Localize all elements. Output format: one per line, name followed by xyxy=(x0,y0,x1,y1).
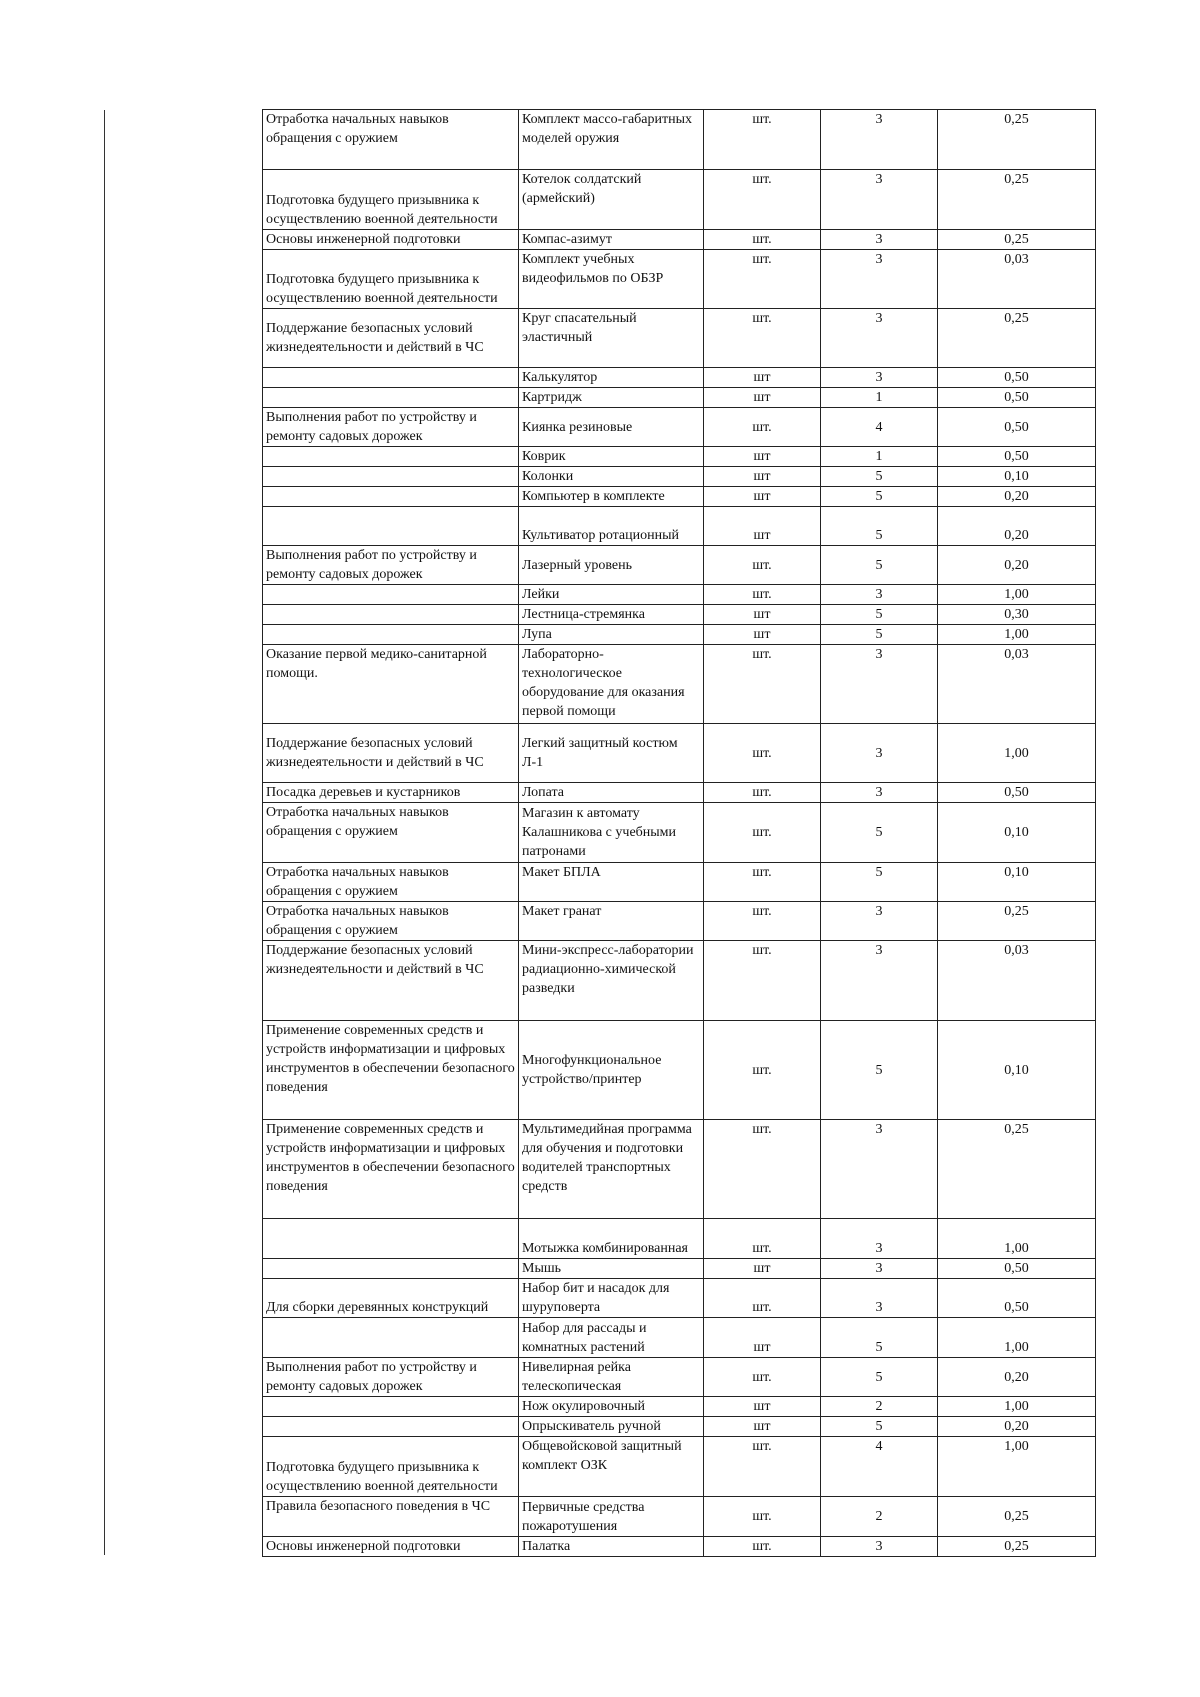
quantity-cell: 5 xyxy=(821,546,938,585)
topic-cell xyxy=(263,467,519,487)
item-cell: Лейки xyxy=(519,585,704,605)
table-row xyxy=(263,309,1096,368)
table-row xyxy=(263,941,1096,1021)
quantity-cell: 5 xyxy=(821,1358,938,1397)
unit-cell: шт. xyxy=(704,309,821,368)
norm-cell: 0,25 xyxy=(938,1497,1096,1537)
norm-cell: 1,00 xyxy=(938,625,1096,645)
item-cell: Макет БПЛА xyxy=(519,863,704,902)
table-row xyxy=(263,605,1096,625)
item-cell: Калькулятор xyxy=(519,368,704,388)
item-cell: Культиватор ротационный xyxy=(519,507,704,546)
table-row xyxy=(263,1397,1096,1417)
topic-cell xyxy=(263,447,519,467)
table-row xyxy=(263,1259,1096,1279)
item-cell: Палатка xyxy=(519,1537,704,1557)
unit-cell: шт. xyxy=(704,585,821,605)
norm-cell: 1,00 xyxy=(938,1437,1096,1497)
quantity-cell: 1 xyxy=(821,388,938,408)
unit-cell: шт. xyxy=(704,1537,821,1557)
norm-cell: 1,00 xyxy=(938,724,1096,783)
quantity-cell: 3 xyxy=(821,230,938,250)
unit-cell: шт. xyxy=(704,724,821,783)
equipment-table-body xyxy=(263,110,1096,1557)
norm-cell: 0,25 xyxy=(938,902,1096,941)
topic-cell: Поддержание безопасных условий жизнедеятельности и действий в ЧС xyxy=(263,309,519,368)
topic-cell: Отработка начальных навыков обращения с оружием xyxy=(263,902,519,941)
unit-cell: шт xyxy=(704,487,821,507)
topic-cell xyxy=(263,1259,519,1279)
item-cell: Нивелирная рейка телескопическая xyxy=(519,1358,704,1397)
item-cell: Мотыжка комбинированная xyxy=(519,1219,704,1259)
item-cell: Лопата xyxy=(519,783,704,803)
topic-cell: Применение современных средств и устройств информатизации и цифровых инструментов в обеспечении безопасного поведения xyxy=(263,1120,519,1219)
item-cell: Круг спасательный эластичный xyxy=(519,309,704,368)
table-row xyxy=(263,230,1096,250)
unit-cell: шт. xyxy=(704,863,821,902)
item-cell: Набор для рассады и комнатных растений xyxy=(519,1318,704,1358)
topic-cell xyxy=(263,1417,519,1437)
item-cell: Лазерный уровень xyxy=(519,546,704,585)
table-row xyxy=(263,1358,1096,1397)
topic-cell xyxy=(263,368,519,388)
item-cell: Лестница-стремянка xyxy=(519,605,704,625)
item-cell: Компьютер в комплекте xyxy=(519,487,704,507)
norm-cell: 0,50 xyxy=(938,447,1096,467)
table-row xyxy=(263,546,1096,585)
equipment-table xyxy=(262,109,1096,1557)
topic-cell xyxy=(263,605,519,625)
quantity-cell: 5 xyxy=(821,1318,938,1358)
topic-cell xyxy=(263,625,519,645)
norm-cell: 0,25 xyxy=(938,110,1096,170)
table-row xyxy=(263,507,1096,546)
quantity-cell: 3 xyxy=(821,1259,938,1279)
table-row xyxy=(263,783,1096,803)
norm-cell: 1,00 xyxy=(938,585,1096,605)
topic-cell: Поддержание безопасных условий жизнедеятельности и действий в ЧС xyxy=(263,941,519,1021)
topic-cell xyxy=(263,1318,519,1358)
unit-cell: шт. xyxy=(704,645,821,724)
quantity-cell: 3 xyxy=(821,902,938,941)
topic-cell: Выполнения работ по устройству и ремонту садовых дорожек xyxy=(263,408,519,447)
table-row xyxy=(263,1279,1096,1318)
unit-cell: шт. xyxy=(704,1437,821,1497)
table-row xyxy=(263,585,1096,605)
quantity-cell: 3 xyxy=(821,250,938,309)
table-row xyxy=(263,1318,1096,1358)
item-cell: Магазин к автомату Калашникова с учебными патронами xyxy=(519,803,704,863)
table-row xyxy=(263,863,1096,902)
table-row xyxy=(263,902,1096,941)
norm-cell: 0,20 xyxy=(938,1358,1096,1397)
norm-cell: 0,25 xyxy=(938,309,1096,368)
unit-cell: шт. xyxy=(704,783,821,803)
norm-cell: 0,25 xyxy=(938,1537,1096,1557)
item-cell: Легкий защитный костюм Л-1 xyxy=(519,724,704,783)
norm-cell: 0,25 xyxy=(938,170,1096,230)
item-cell: Многофункциональное устройство/принтер xyxy=(519,1021,704,1120)
topic-cell: Правила безопасного поведения в ЧС xyxy=(263,1497,519,1537)
table-row xyxy=(263,408,1096,447)
unit-cell: шт xyxy=(704,507,821,546)
left-margin-rule xyxy=(104,110,105,1555)
quantity-cell: 2 xyxy=(821,1397,938,1417)
unit-cell: шт. xyxy=(704,546,821,585)
item-cell: Набор бит и насадок для шуруповерта xyxy=(519,1279,704,1318)
quantity-cell: 5 xyxy=(821,487,938,507)
norm-cell: 0,20 xyxy=(938,507,1096,546)
quantity-cell: 5 xyxy=(821,863,938,902)
unit-cell: шт xyxy=(704,1397,821,1417)
topic-cell: Отработка начальных навыков обращения с оружием xyxy=(263,803,519,863)
topic-cell: Выполнения работ по устройству и ремонту садовых дорожек xyxy=(263,546,519,585)
norm-cell: 1,00 xyxy=(938,1397,1096,1417)
unit-cell: шт. xyxy=(704,1358,821,1397)
quantity-cell: 4 xyxy=(821,408,938,447)
unit-cell: шт. xyxy=(704,110,821,170)
unit-cell: шт. xyxy=(704,1279,821,1318)
norm-cell: 1,00 xyxy=(938,1219,1096,1259)
quantity-cell: 2 xyxy=(821,1497,938,1537)
topic-cell: Отработка начальных навыков обращения с оружием xyxy=(263,110,519,170)
unit-cell: шт. xyxy=(704,250,821,309)
topic-cell: Основы инженерной подготовки xyxy=(263,1537,519,1557)
table-row xyxy=(263,1120,1096,1219)
unit-cell: шт. xyxy=(704,941,821,1021)
quantity-cell: 3 xyxy=(821,1537,938,1557)
norm-cell: 0,50 xyxy=(938,1279,1096,1318)
topic-cell xyxy=(263,585,519,605)
topic-cell xyxy=(263,388,519,408)
quantity-cell: 3 xyxy=(821,110,938,170)
quantity-cell: 3 xyxy=(821,645,938,724)
unit-cell: шт. xyxy=(704,803,821,863)
norm-cell: 0,30 xyxy=(938,605,1096,625)
unit-cell: шт xyxy=(704,625,821,645)
topic-cell: Подготовка будущего призывника к осуществлению военной деятельности xyxy=(263,250,519,309)
item-cell: Картридж xyxy=(519,388,704,408)
quantity-cell: 3 xyxy=(821,1279,938,1318)
unit-cell: шт xyxy=(704,447,821,467)
norm-cell: 0,50 xyxy=(938,783,1096,803)
unit-cell: шт xyxy=(704,1417,821,1437)
table-row xyxy=(263,1219,1096,1259)
topic-cell xyxy=(263,487,519,507)
unit-cell: шт xyxy=(704,388,821,408)
item-cell: Первичные средства пожаротушения xyxy=(519,1497,704,1537)
topic-cell xyxy=(263,1219,519,1259)
norm-cell: 0,50 xyxy=(938,408,1096,447)
quantity-cell: 3 xyxy=(821,585,938,605)
norm-cell: 0,50 xyxy=(938,388,1096,408)
quantity-cell: 3 xyxy=(821,783,938,803)
quantity-cell: 3 xyxy=(821,724,938,783)
norm-cell: 0,03 xyxy=(938,250,1096,309)
item-cell: Мультимедийная программа для обучения и подготовки водителей транспортных средств xyxy=(519,1120,704,1219)
unit-cell: шт. xyxy=(704,1021,821,1120)
item-cell: Комплект учебных видеофильмов по ОБЗР xyxy=(519,250,704,309)
quantity-cell: 3 xyxy=(821,1120,938,1219)
topic-cell: Подготовка будущего призывника к осуществлению военной деятельности xyxy=(263,170,519,230)
table-row xyxy=(263,1497,1096,1537)
topic-cell: Применение современных средств и устройств информатизации и цифровых инструментов в обеспечении безопасного поведения xyxy=(263,1021,519,1120)
item-cell: Котелок солдатский (армейский) xyxy=(519,170,704,230)
norm-cell: 0,10 xyxy=(938,803,1096,863)
quantity-cell: 4 xyxy=(821,1437,938,1497)
table-row xyxy=(263,625,1096,645)
norm-cell: 0,10 xyxy=(938,863,1096,902)
item-cell: Коврик xyxy=(519,447,704,467)
unit-cell: шт. xyxy=(704,902,821,941)
table-row xyxy=(263,1537,1096,1557)
item-cell: Лабораторно-технологическое оборудование для оказания первой помощи xyxy=(519,645,704,724)
table-row xyxy=(263,645,1096,724)
unit-cell: шт. xyxy=(704,1497,821,1537)
item-cell: Опрыскиватель ручной xyxy=(519,1417,704,1437)
quantity-cell: 1 xyxy=(821,447,938,467)
quantity-cell: 3 xyxy=(821,309,938,368)
table-row xyxy=(263,1417,1096,1437)
topic-cell: Подготовка будущего призывника к осуществлению военной деятельности xyxy=(263,1437,519,1497)
quantity-cell: 5 xyxy=(821,1417,938,1437)
quantity-cell: 5 xyxy=(821,803,938,863)
topic-cell: Оказание первой медико-санитарной помощи. xyxy=(263,645,519,724)
topic-cell: Для сборки деревянных конструкций xyxy=(263,1279,519,1318)
unit-cell: шт xyxy=(704,368,821,388)
unit-cell: шт xyxy=(704,605,821,625)
norm-cell: 1,00 xyxy=(938,1318,1096,1358)
item-cell: Комплект массо-габаритных моделей оружия xyxy=(519,110,704,170)
item-cell: Макет гранат xyxy=(519,902,704,941)
item-cell: Лупа xyxy=(519,625,704,645)
quantity-cell: 3 xyxy=(821,368,938,388)
norm-cell: 0,50 xyxy=(938,368,1096,388)
quantity-cell: 5 xyxy=(821,507,938,546)
item-cell: Нож окулировочный xyxy=(519,1397,704,1417)
quantity-cell: 5 xyxy=(821,467,938,487)
norm-cell: 0,25 xyxy=(938,230,1096,250)
unit-cell: шт xyxy=(704,467,821,487)
quantity-cell: 3 xyxy=(821,1219,938,1259)
unit-cell: шт. xyxy=(704,170,821,230)
norm-cell: 0,03 xyxy=(938,645,1096,724)
table-row xyxy=(263,447,1096,467)
norm-cell: 0,20 xyxy=(938,546,1096,585)
topic-cell: Отработка начальных навыков обращения с оружием xyxy=(263,863,519,902)
unit-cell: шт. xyxy=(704,408,821,447)
quantity-cell: 5 xyxy=(821,605,938,625)
quantity-cell: 5 xyxy=(821,625,938,645)
topic-cell xyxy=(263,507,519,546)
item-cell: Мышь xyxy=(519,1259,704,1279)
norm-cell: 0,20 xyxy=(938,1417,1096,1437)
topic-cell: Посадка деревьев и кустарников xyxy=(263,783,519,803)
quantity-cell: 5 xyxy=(821,1021,938,1120)
norm-cell: 0,03 xyxy=(938,941,1096,1021)
topic-cell: Выполнения работ по устройству и ремонту садовых дорожек xyxy=(263,1358,519,1397)
table-row xyxy=(263,487,1096,507)
table-row xyxy=(263,803,1096,863)
quantity-cell: 3 xyxy=(821,170,938,230)
item-cell: Компас-азимут xyxy=(519,230,704,250)
table-row xyxy=(263,724,1096,783)
norm-cell: 0,25 xyxy=(938,1120,1096,1219)
item-cell: Киянка резиновые xyxy=(519,408,704,447)
table-row xyxy=(263,250,1096,309)
unit-cell: шт xyxy=(704,1259,821,1279)
topic-cell xyxy=(263,1397,519,1417)
topic-cell: Основы инженерной подготовки xyxy=(263,230,519,250)
table-row xyxy=(263,170,1096,230)
table-row xyxy=(263,467,1096,487)
table-row xyxy=(263,368,1096,388)
norm-cell: 0,10 xyxy=(938,467,1096,487)
item-cell: Колонки xyxy=(519,467,704,487)
unit-cell: шт. xyxy=(704,230,821,250)
table-row xyxy=(263,110,1096,170)
item-cell: Общевойсковой защитный комплект ОЗК xyxy=(519,1437,704,1497)
unit-cell: шт xyxy=(704,1318,821,1358)
unit-cell: шт. xyxy=(704,1120,821,1219)
norm-cell: 0,50 xyxy=(938,1259,1096,1279)
quantity-cell: 3 xyxy=(821,941,938,1021)
item-cell: Мини-экспресс-лаборатории радиационно-химической разведки xyxy=(519,941,704,1021)
norm-cell: 0,10 xyxy=(938,1021,1096,1120)
table-row xyxy=(263,1437,1096,1497)
topic-cell: Поддержание безопасных условий жизнедеятельности и действий в ЧС xyxy=(263,724,519,783)
unit-cell: шт. xyxy=(704,1219,821,1259)
table-row xyxy=(263,1021,1096,1120)
table-row xyxy=(263,388,1096,408)
norm-cell: 0,20 xyxy=(938,487,1096,507)
